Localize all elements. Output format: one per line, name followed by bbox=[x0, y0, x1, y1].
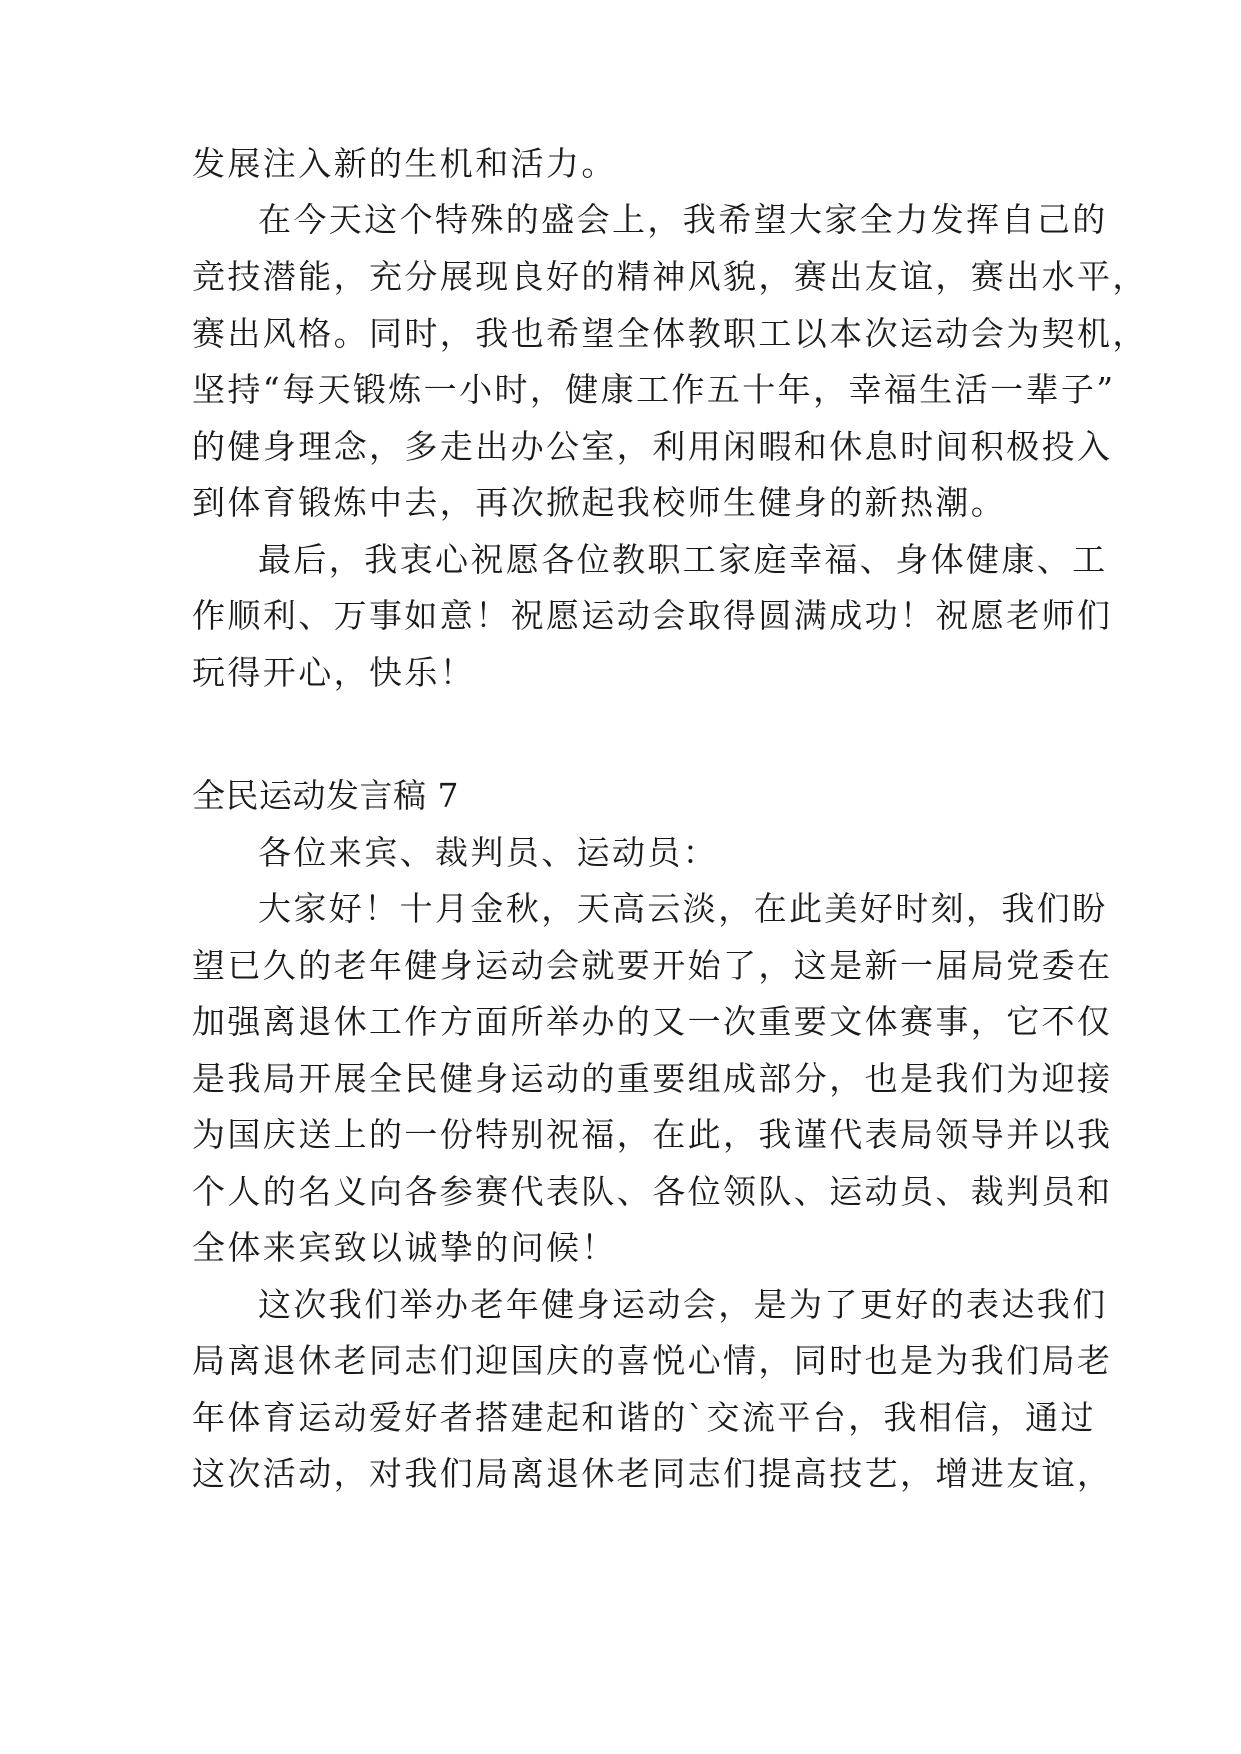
text-line: 年体育运动爱好者搭建起和谐的`交流平台，我相信，通过 bbox=[192, 1398, 1096, 1437]
text-line: 望已久的老年健身运动会就要开始了，这是新一届局党委在 bbox=[192, 946, 1113, 985]
text-line: 最后，我衷心祝愿各位教职工家庭幸福、身体健康、工 bbox=[258, 540, 1108, 579]
text-line: 在今天这个特殊的盛会上，我希望大家全力发挥自己的 bbox=[258, 200, 1108, 239]
text-line: 是我局开展全民健身运动的重要组成部分，也是我们为迎接 bbox=[192, 1059, 1113, 1098]
text-line: 到体育锻炼中去，再次掀起我校师生健身的新热潮。 bbox=[192, 483, 1007, 522]
text-line: 局离退休老同志们迎国庆的喜悦心情，同时也是为我们局老 bbox=[192, 1341, 1113, 1380]
text-line: 各位来宾、裁判员、运动员： bbox=[258, 833, 719, 872]
text-line: 坚持“每天锻炼一小时，健康工作五十年，幸福生活一辈子” bbox=[192, 370, 1116, 409]
text-line: 这次我们举办老年健身运动会，是为了更好的表达我们 bbox=[258, 1285, 1108, 1324]
text-line: 赛出风格。同时，我也希望全体教职工以本次运动会为契机， bbox=[192, 314, 1148, 353]
text-line: 个人的名义向各参赛代表队、各位领队、运动员、裁判员和 bbox=[192, 1172, 1113, 1211]
text-line: 大家好！十月金秋，天高云淡，在此美好时刻，我们盼 bbox=[258, 889, 1108, 928]
text-line: 作顺利、万事如意！祝愿运动会取得圆满成功！祝愿老师们 bbox=[192, 596, 1113, 635]
text-line: 全体来宾致以诚挚的问候！ bbox=[192, 1228, 617, 1267]
text-line: 这次活动，对我们局离退休老同志们提高技艺，增进友谊， bbox=[192, 1454, 1113, 1493]
text-line: 发展注入新的生机和活力。 bbox=[192, 144, 617, 183]
text-line: 加强离退休工作方面所举办的又一次重要文体赛事，它不仅 bbox=[192, 1002, 1113, 1041]
text-line: 玩得开心，快乐！ bbox=[192, 653, 476, 692]
text-line: 的健身理念，多走出办公室，利用闲暇和休息时间积极投入 bbox=[192, 427, 1113, 466]
text-line: 为国庆送上的一份特别祝福，在此，我谨代表局领导并以我 bbox=[192, 1115, 1113, 1154]
section-heading: 全民运动发言稿 7 bbox=[192, 776, 459, 815]
text-line: 竞技潜能，充分展现良好的精神风貌，赛出友谊，赛出水平， bbox=[192, 257, 1148, 296]
